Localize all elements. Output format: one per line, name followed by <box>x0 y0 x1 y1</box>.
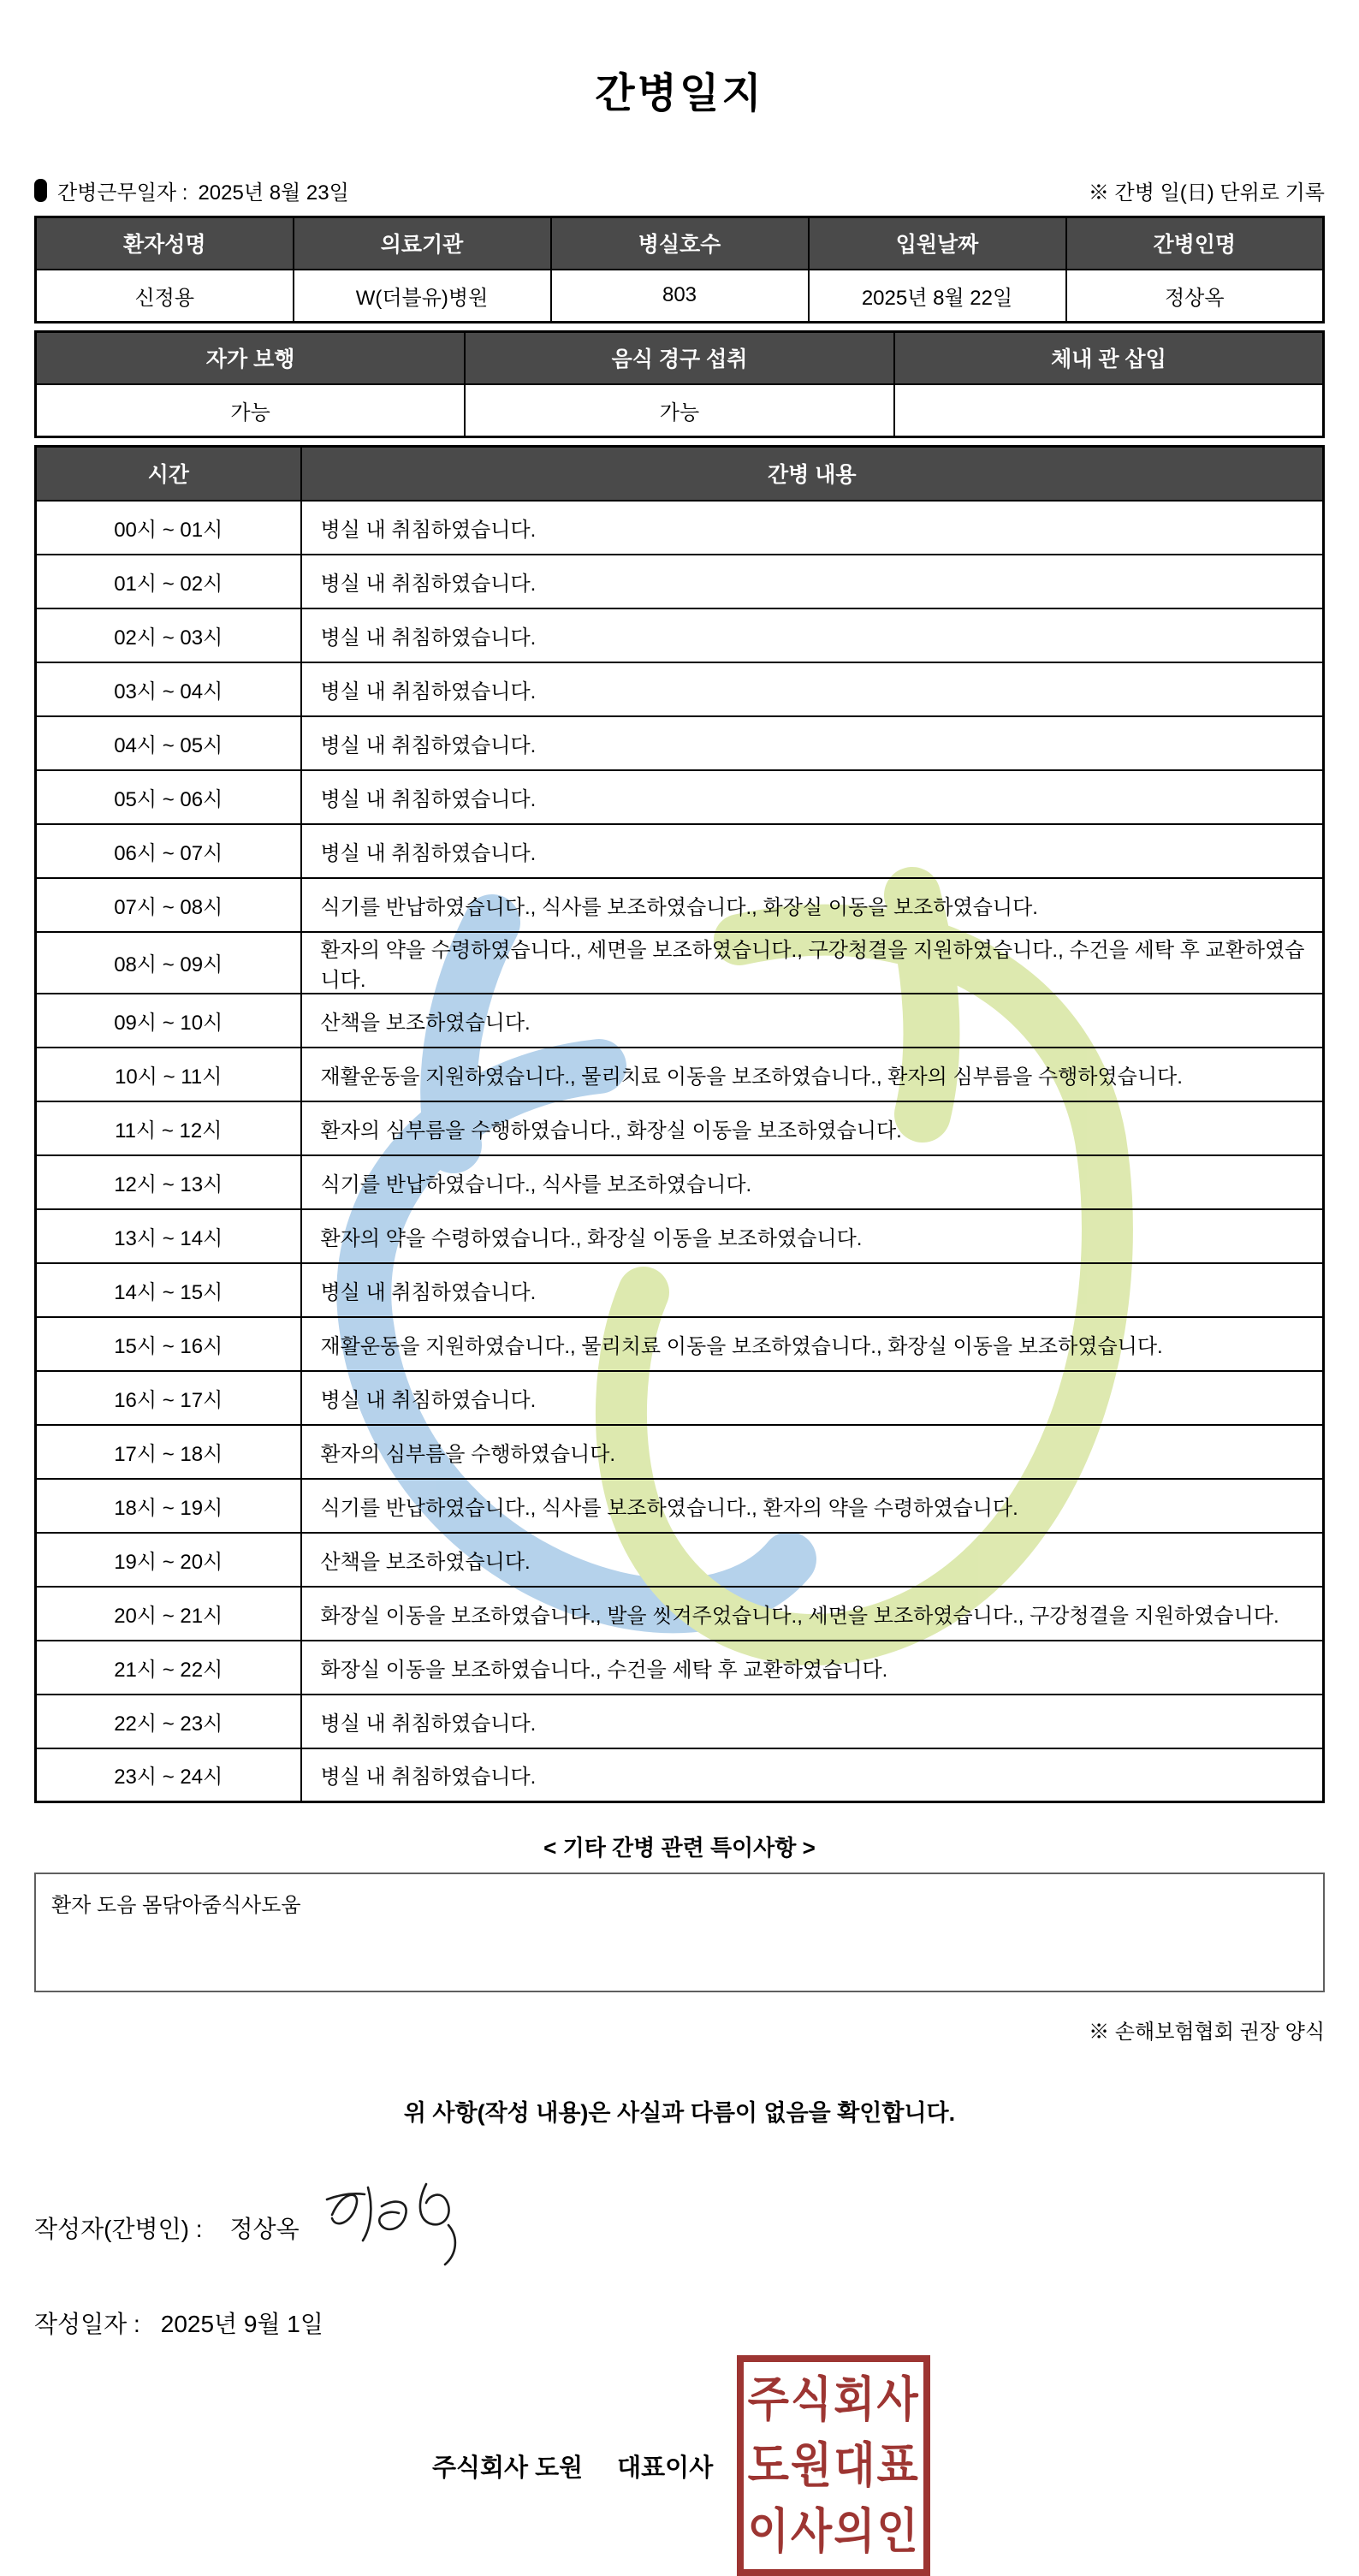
table-row <box>36 1317 1324 1371</box>
table-row <box>36 1209 1324 1263</box>
table-row <box>36 1371 1324 1425</box>
table-row <box>36 770 1324 824</box>
writer-label: 작성자(간병인) : <box>34 2216 203 2242</box>
table-row <box>36 1048 1324 1101</box>
time-cell: 08시 ~ 09시 <box>36 932 301 994</box>
table-row <box>36 878 1324 932</box>
table-row <box>36 555 1324 608</box>
value-caregiver-name: 정상옥 <box>1066 270 1324 323</box>
work-date-value: 2025년 8월 23일 <box>198 181 349 205</box>
time-cell: 18시 ~ 19시 <box>36 1479 301 1533</box>
time-cell: 15시 ~ 16시 <box>36 1317 301 1371</box>
time-cell: 03시 ~ 04시 <box>36 662 301 716</box>
patient-info-table <box>34 216 1325 323</box>
special-notes-heading: < 기타 간병 관련 특이사항 > <box>543 1835 816 1861</box>
work-date-line <box>34 175 349 205</box>
content-cell: 병실 내 취침하였습니다. <box>301 716 1324 770</box>
table-row <box>36 501 1324 555</box>
header-medical-institution: 의료기관 <box>294 217 551 270</box>
handwritten-signature <box>320 2177 483 2271</box>
time-cell: 00시 ~ 01시 <box>36 501 301 555</box>
content-cell: 식기를 반납하였습니다., 식사를 보조하였습니다., 화장실 이동을 보조하였습니다. <box>301 878 1324 932</box>
writer-name: 정상옥 <box>229 2216 300 2242</box>
header-patient-name: 환자성명 <box>36 217 294 270</box>
header-tube-insertion: 체내 관 삽입 <box>894 332 1324 384</box>
value-medical-institution: W(더블유)병원 <box>294 270 551 323</box>
stamp-line-2: 도원대표 <box>747 2438 920 2493</box>
time-cell: 16시 ~ 17시 <box>36 1371 301 1425</box>
content-cell: 병실 내 취침하였습니다. <box>301 1748 1324 1802</box>
content-cell: 식기를 반납하였습니다., 식사를 보조하였습니다. <box>301 1155 1324 1209</box>
content-cell: 환자의 심부름을 수행하였습니다., 화장실 이동을 보조하였습니다. <box>301 1101 1324 1155</box>
content-cell: 환자의 심부름을 수행하였습니다. <box>301 1425 1324 1479</box>
condition-value-row <box>36 384 1324 437</box>
time-cell: 02시 ~ 03시 <box>36 608 301 662</box>
time-cell: 19시 ~ 20시 <box>36 1533 301 1587</box>
value-patient-name: 신정용 <box>36 270 294 323</box>
content-cell: 병실 내 취침하였습니다. <box>301 501 1324 555</box>
table-row <box>36 608 1324 662</box>
time-cell: 17시 ~ 18시 <box>36 1425 301 1479</box>
unit-note: ※ 간병 일(日) 단위로 기록 <box>1088 181 1325 205</box>
value-tube-insertion <box>894 384 1324 437</box>
special-notes-text: 환자 도음 몸닦아줌식사도움 <box>51 1894 301 1917</box>
content-cell: 병실 내 취침하였습니다. <box>301 555 1324 608</box>
time-cell: 12시 ~ 13시 <box>36 1155 301 1209</box>
table-row <box>36 1155 1324 1209</box>
meta-row <box>34 175 1325 205</box>
value-admission-date: 2025년 8월 22일 <box>809 270 1066 323</box>
time-cell: 20시 ~ 21시 <box>36 1587 301 1641</box>
time-cell: 23시 ~ 24시 <box>36 1748 301 1802</box>
special-notes-box <box>34 1873 1325 1992</box>
written-date-value: 2025년 9월 1일 <box>160 2311 323 2337</box>
header-admission-date: 입원날짜 <box>809 217 1066 270</box>
written-date-line <box>34 2306 1325 2340</box>
header-self-walking: 자가 보행 <box>36 332 466 384</box>
company-name: 주식회사 도원 <box>432 2454 584 2482</box>
header-caregiver-name: 간병인명 <box>1066 217 1324 270</box>
writer-line <box>34 2184 1325 2271</box>
content-cell: 병실 내 취침하였습니다. <box>301 662 1324 716</box>
value-oral-intake: 가능 <box>465 384 894 437</box>
table-row <box>36 1263 1324 1317</box>
confirmation-statement: 위 사항(작성 내용)은 사실과 다름이 없음을 확인합니다. <box>403 2100 956 2126</box>
time-cell: 14시 ~ 15시 <box>36 1263 301 1317</box>
header-oral-intake: 음식 경구 섭취 <box>465 332 894 384</box>
table-row <box>36 1587 1324 1641</box>
time-cell: 10시 ~ 11시 <box>36 1048 301 1101</box>
written-date-label: 작성일자 : <box>34 2311 140 2337</box>
condition-header-row <box>36 332 1324 384</box>
content-cell: 산책을 보조하였습니다. <box>301 994 1324 1048</box>
content-cell: 병실 내 취침하였습니다. <box>301 770 1324 824</box>
table-row <box>36 994 1324 1048</box>
time-cell: 21시 ~ 22시 <box>36 1641 301 1695</box>
content-cell: 병실 내 취침하였습니다. <box>301 1695 1324 1748</box>
content-cell: 병실 내 취침하였습니다. <box>301 824 1324 878</box>
content-cell: 환자의 약을 수령하였습니다., 화장실 이동을 보조하였습니다. <box>301 1209 1324 1263</box>
content-cell: 산책을 보조하였습니다. <box>301 1533 1324 1587</box>
table-row <box>36 1425 1324 1479</box>
table-row <box>36 932 1324 994</box>
value-self-walking: 가능 <box>36 384 466 437</box>
time-cell: 05시 ~ 06시 <box>36 770 301 824</box>
time-cell: 04시 ~ 05시 <box>36 716 301 770</box>
content-cell: 환자의 약을 수령하였습니다., 세면을 보조하였습니다., 구강청결을 지원하였습니다., 수건을 세탁 후 교환하였습니다. <box>301 932 1324 994</box>
table-row <box>36 1101 1324 1155</box>
table-row <box>36 824 1324 878</box>
content-cell: 재활운동을 지원하였습니다., 물리치료 이동을 보조하였습니다., 환자의 심부름을 수행하였습니다. <box>301 1048 1324 1101</box>
time-cell: 01시 ~ 02시 <box>36 555 301 608</box>
content-cell: 재활운동을 지원하였습니다., 물리치료 이동을 보조하였습니다., 화장실 이동을 보조하였습니다. <box>301 1317 1324 1371</box>
table-row <box>36 1641 1324 1695</box>
condition-table <box>34 330 1325 438</box>
patient-info-value-row <box>36 270 1324 323</box>
time-cell: 09시 ~ 10시 <box>36 994 301 1048</box>
care-log-header-row <box>36 447 1324 501</box>
content-cell: 화장실 이동을 보조하였습니다., 발을 씻겨주었습니다., 세면을 보조하였습니다., 구강청결을 지원하였습니다. <box>301 1587 1324 1641</box>
table-row <box>36 716 1324 770</box>
time-cell: 06시 ~ 07시 <box>36 824 301 878</box>
content-cell: 병실 내 취침하였습니다. <box>301 1263 1324 1317</box>
work-date-label: 간병근무일자 : <box>57 181 188 205</box>
time-cell: 11시 ~ 12시 <box>36 1101 301 1155</box>
table-row <box>36 662 1324 716</box>
time-cell: 22시 ~ 23시 <box>36 1695 301 1748</box>
content-cell: 병실 내 취침하였습니다. <box>301 1371 1324 1425</box>
page-title: 간병일지 <box>595 71 764 116</box>
table-row <box>36 1479 1324 1533</box>
header-care-content: 간병 내용 <box>301 447 1324 501</box>
corporate-seal-stamp <box>737 2355 930 2576</box>
table-row <box>36 1695 1324 1748</box>
company-role: 대표이사 <box>617 2454 714 2482</box>
header-time: 시간 <box>36 447 301 501</box>
table-row <box>36 1533 1324 1587</box>
patient-info-header-row <box>36 217 1324 270</box>
company-seal-row <box>34 2355 1325 2576</box>
stamp-line-3: 이사의인 <box>747 2504 920 2559</box>
time-cell: 07시 ~ 08시 <box>36 878 301 932</box>
content-cell: 병실 내 취침하였습니다. <box>301 608 1324 662</box>
header-room-number: 병실호수 <box>551 217 809 270</box>
square-bullet-icon <box>34 179 47 202</box>
table-row <box>36 1748 1324 1802</box>
recommended-form-note: ※ 손해보험협회 권장 양식 <box>1089 2021 1325 2044</box>
company-line <box>432 2448 713 2484</box>
value-room-number: 803 <box>551 270 809 323</box>
content-cell: 식기를 반납하였습니다., 식사를 보조하였습니다., 환자의 약을 수령하였습니다. <box>301 1479 1324 1533</box>
stamp-line-1: 주식회사 <box>747 2372 920 2427</box>
content-cell: 화장실 이동을 보조하였습니다., 수건을 세탁 후 교환하였습니다. <box>301 1641 1324 1695</box>
care-log-table <box>34 445 1325 1803</box>
time-cell: 13시 ~ 14시 <box>36 1209 301 1263</box>
